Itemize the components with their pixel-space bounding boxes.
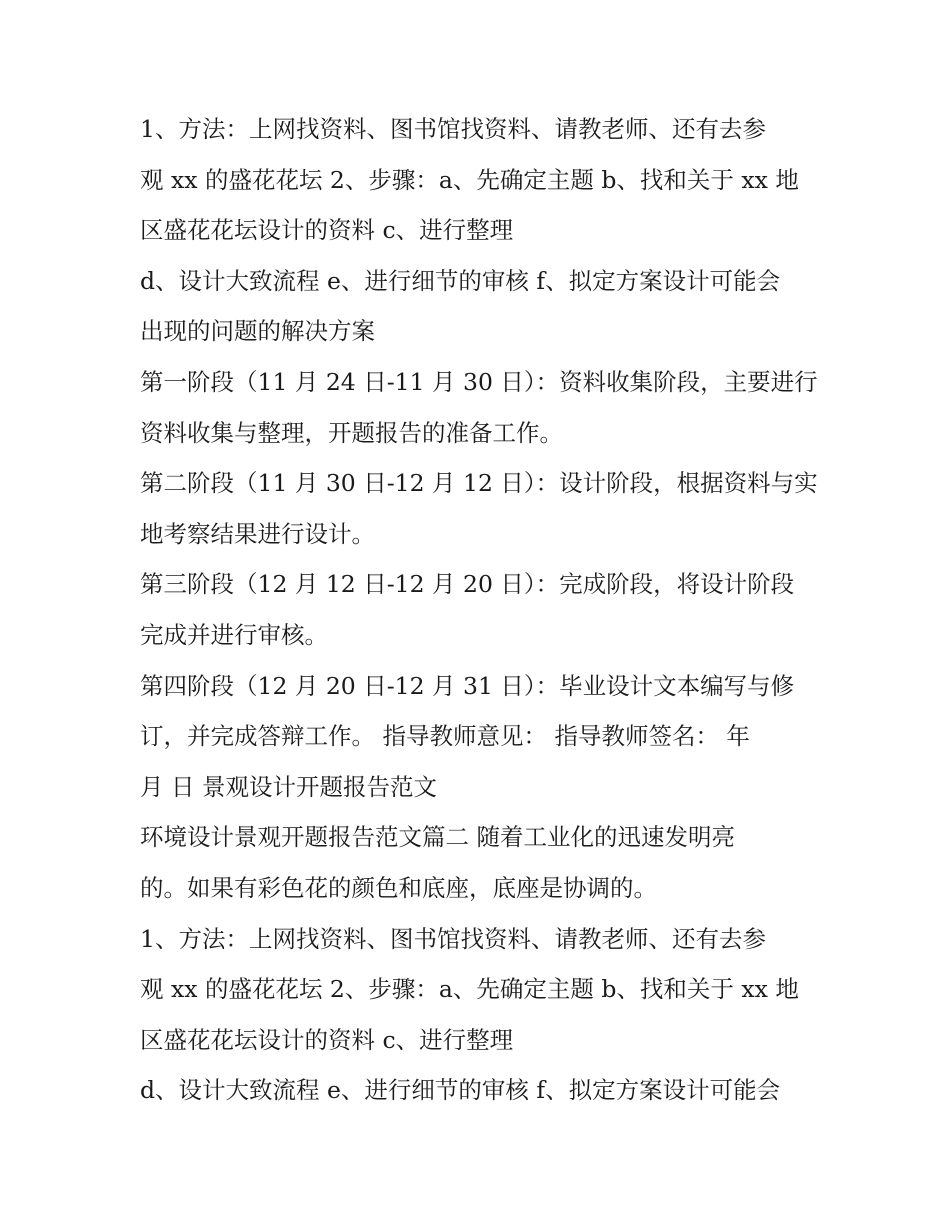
- text-line: 观 xx 的盛花花坛 2、步骤：a、先确定主题 b、找和关于 xx 地: [140, 165, 799, 194]
- text-line: 第一阶段（11 月 24 日-11 月 30 日）：资料收集阶段，主要进行: [140, 367, 818, 396]
- text-line: 第四阶段（12 月 20 日-12 月 31 日）：毕业设计文本编写与修: [140, 671, 795, 700]
- text-line: 区盛花花坛设计的资料 c、进行整理: [140, 216, 514, 245]
- text-line: 资料收集与整理，开题报告的准备工作。: [140, 418, 563, 447]
- text-line: d、设计大致流程 e、进行细节的审核 f、拟定方案设计可能会: [140, 1076, 781, 1105]
- text-line: 1、方法：上网找资料、图书馆找资料、请教老师、还有去参: [140, 115, 766, 143]
- text-line: 完成并进行审核。: [140, 620, 328, 649]
- text-line: 区盛花花坛设计的资料 c、进行整理: [140, 1025, 514, 1054]
- text-line: 1、方法：上网找资料、图书馆找资料、请教老师、还有去参: [140, 924, 766, 953]
- text-line: 第二阶段（11 月 30 日-12 月 12 日）：设计阶段，根据资料与实: [140, 469, 818, 498]
- text-line: 环境设计景观开题报告范文篇二 随着工业化的迅速发明亮: [140, 823, 735, 852]
- text-line: 的。如果有彩色花的颜色和底座，底座是协调的。: [140, 873, 657, 902]
- text-line: 第三阶段（12 月 12 日-12 月 20 日）：完成阶段，将设计阶段: [140, 570, 795, 599]
- text-line: 观 xx 的盛花花坛 2、步骤：a、先确定主题 b、找和关于 xx 地: [140, 975, 799, 1004]
- text-line: d、设计大致流程 e、进行细节的审核 f、拟定方案设计可能会: [140, 266, 781, 295]
- document-body: [140, 104, 820, 1116]
- text-line: 出现的问题的解决方案: [140, 317, 375, 346]
- text-line: 地考察结果进行设计。: [140, 519, 375, 548]
- text-line: 月 日 景观设计开题报告范文: [140, 772, 437, 801]
- text-line: 订，并完成答辩工作。 指导教师意见： 指导教师签名： 年: [140, 722, 750, 751]
